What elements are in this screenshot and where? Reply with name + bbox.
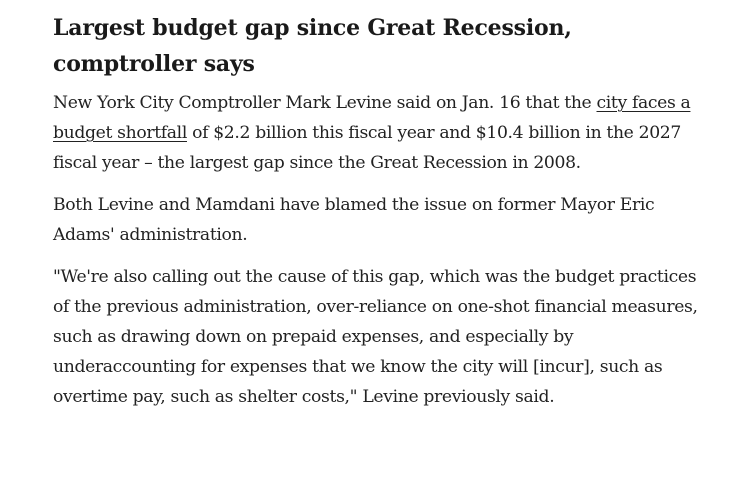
section-headline: Largest budget gap since Great Recession, comptroller says	[53, 15, 572, 77]
paragraph-1-text-start: New York City Comptroller Mark Levine said on Jan. 16 that the	[53, 93, 597, 113]
article-body	[53, 10, 698, 412]
budget-shortfall-link[interactable]: city faces a budget shortfall	[53, 93, 691, 143]
paragraph-3-quote: "We're also calling out the cause of this gap, which was the budget practices of the previous administration, over-reliance on one-shot financial measures, such as drawing down on prepaid expenses, and especially by underaccounting for expenses that we know the city will [incur], such as overtime pay, such as shelter costs," Levine previously said.	[53, 267, 698, 407]
paragraph-2: Both Levine and Mamdani have blamed the issue on former Mayor Eric Adams' administration.	[53, 195, 655, 245]
paragraph-1-text-end: of $2.2 billion this fiscal year and $10.4 billion in the 2027 fiscal year – the largest gap since the Great Recession in 2008.	[53, 123, 681, 173]
paragraph-1	[53, 88, 698, 178]
